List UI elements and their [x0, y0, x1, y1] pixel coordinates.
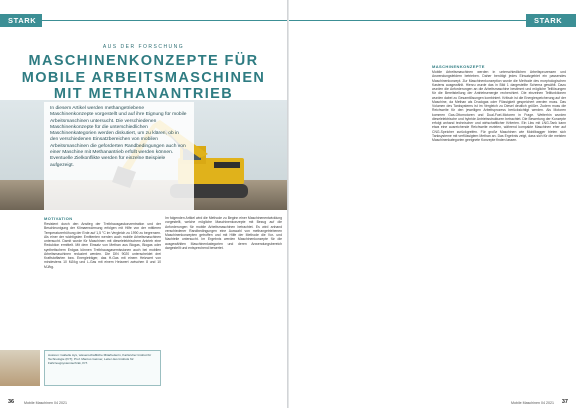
headline-line-3: MIT METHANANTRIEB — [53, 86, 234, 102]
section-rule-left — [42, 20, 287, 21]
body-text-1: Resistent durch den Anstieg der Treibhausgaskonzentration und der Beschleunigung der Klimaerwärmung erfolgen mit Hilfe von der mittleren Temperaturerhöhung der Erde auf 1,5 °C im Vergleich zu 1990 zu begrenzen. Als einer der wichtigsten Emittenten werden auch mobile Arbeitsmaschinen untersucht. Damit wurde für Maschinen mit dieselelektrischem Antrieb eine Reduktion ermittelt. Mit dem Einsatz von Methan aus Biogas, Biogas oder synthetischem Erdgas können Treibhausgasemissionen auch bei mobilen Arbeitsmaschinen reduziert werden. Die DIN 9020 unterscheidet drei Kraftstoffarten bzw. Energieträger, das H-Gas mit einem Heizwert von mindestens 10 MJ/kg und L-Gas mit einem Heizwert zwischen 8 und 10 MJ/kg. — [44, 222, 161, 269]
right-page — [289, 0, 576, 408]
author-photo — [0, 350, 40, 386]
body-text-2: Im folgenden Artikel wird die Methode zu Beginn einer Maschinenentwicklung vorgestellt, welche mögliche Maschinenkonzepte mit Bezug auf die Anforderungen für mobile Arbeitsmaschinen betrachtet. Es wird anhand verschiedener Randbedingungen eine Auswahl von methangetriebenen Maschinenkonzepten getroffen und mit Hilfe der Methode die Vor- und Nachteile untersucht. Im Ergebnis werden Maschinenkonzepte für die ausgewählten Maschinenkategorien und deren Anwendungsbereich dargestellt und entsprechend bewertet. — [165, 216, 282, 250]
page-number-left: 36 — [8, 399, 15, 405]
page-number-right: 37 — [561, 399, 568, 405]
article-headline — [20, 53, 267, 103]
body-text-right: Mobile Arbeitsmaschinen werden in unterschiedlichen Arbeitsprozessen und Anwendungsfeldern betrieben. Daher benötigt jedes Einsatzgebiet ein passendes Maschinenkonzept. Zur Maschinenkonzeption wurde die Methode des morphologischen Kastens ausgewählt. Hierzu wurde das in Bild 1 dargestellte Schema gewählt. Dazu wurden die Anforderungen an die Arbeitsmaschine bestimmt und mögliche Teillösungen für die Bereitstellung der Antriebsenergie recherchiert. Die einzelnen Teilfunktionen wurden dabei zu Gesamtlösungen kombiniert. Kritisch ist die Energiespeicherung auf der Maschine, da Methan als Druckgas oder Flüssigkeit gespeichert werden muss. Das Volumen des Tanksystems ist im Vergleich zu Diesel deutlich größer. Zudem muss die Reichweite für den jeweiligen Arbeitsprozess berücksichtigt werden. Als Motoren kommen Gas-Ottomotoren und Dual-Fuel-Motoren in Frage. Weiterhin wurden dieselelektrische und hybride Antriebsstrukturen betrachtet. Die Bewertung der Konzepte erfolgt anhand technischer und wirtschaftlicher Kriterien. Ein Lkw mit LNG-Tank kann etwa eine ausreichende Reichweite erzielen, während kompakte Maschinen eher auf CNG-Speicher zurückgreifen. Für große Maschinen wie Mobilbagger bieten sich Tanksysteme mit verflüssigtem Methan an. Das Ergebnis zeigt, dass sich für die meisten Maschinenkategorien geeignete Konzepte finden lassen. — [432, 70, 566, 142]
section-rule-right — [289, 20, 526, 21]
headline-line-1: MASCHINENKONZEPTE FÜR — [28, 53, 259, 69]
section-tab-left: STARK — [0, 14, 42, 27]
body-column-2 — [165, 216, 282, 386]
article-kicker: AUS DER FORSCHUNG — [102, 44, 185, 50]
author-info-box: Autoren: Isabelle Ays, wissenschaftliche Mitarbeiterin, Karlsruher Institut für Technologie (KIT); Prof. Marcus Geimer, Leiter des Instituts für Fahrzeugsystemtechnik, KIT. — [44, 350, 161, 386]
article-teaser: In diesem Artikel werden methangetriebene Maschinenkonzepte vorgestellt und auf ihre Eignung für mobile Arbeitsmaschinen untersucht. Die verschiedenen Maschinenkonzepte für die unterschiedlichen Maschinenkategorien werden diskutiert, um zu klären, ob in den verschiedenen Einsatzbereichen von mobilen Arbeitsmaschinen die geforderten Randbedingungen auch von einer Maschine mit Methanantrieb erfüllt werden können. Eventuelle Zielkonflikte werden für einzelne Beispiele aufgezeigt. — [44, 102, 194, 210]
motivation-heading: MOTIVATION — [44, 216, 73, 221]
footer-meta-left: Mobile Maschinen 04 2021 — [24, 401, 67, 405]
footer-left — [8, 399, 14, 405]
section-tab-right: STARK — [526, 14, 576, 27]
headline-line-2: MOBILE ARBEITSMASCHINEN — [21, 69, 266, 86]
footer-right — [562, 399, 568, 405]
footer-meta-right: Mobile Maschinen 04 2021 — [511, 401, 554, 405]
concept-heading: MASCHINENKONZEPTE — [432, 64, 485, 69]
body-column-right — [432, 64, 566, 386]
